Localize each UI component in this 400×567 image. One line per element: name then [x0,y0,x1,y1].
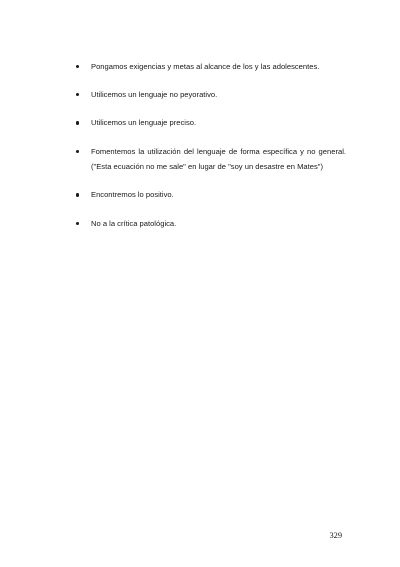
bullet-item: No a la crítica patológica. [74,216,346,232]
page-number: 329 [329,531,342,540]
bullet-item: Utilicemos un lenguaje no peyorativo. [74,87,346,103]
bullet-item: Encontremos lo positivo. [74,187,346,203]
bullet-list [74,59,346,244]
bullet-item: Pongamos exigencias y metas al alcance de los y las adolescentes. [74,59,346,75]
bullet-item: Fomentemos la utilización del lenguaje de forma específica y no general. ("Esta ecuación no me sale" en lugar de "soy un desastre en Mates") [74,144,346,175]
bullet-item: Utilicemos un lenguaje preciso. [74,115,346,131]
